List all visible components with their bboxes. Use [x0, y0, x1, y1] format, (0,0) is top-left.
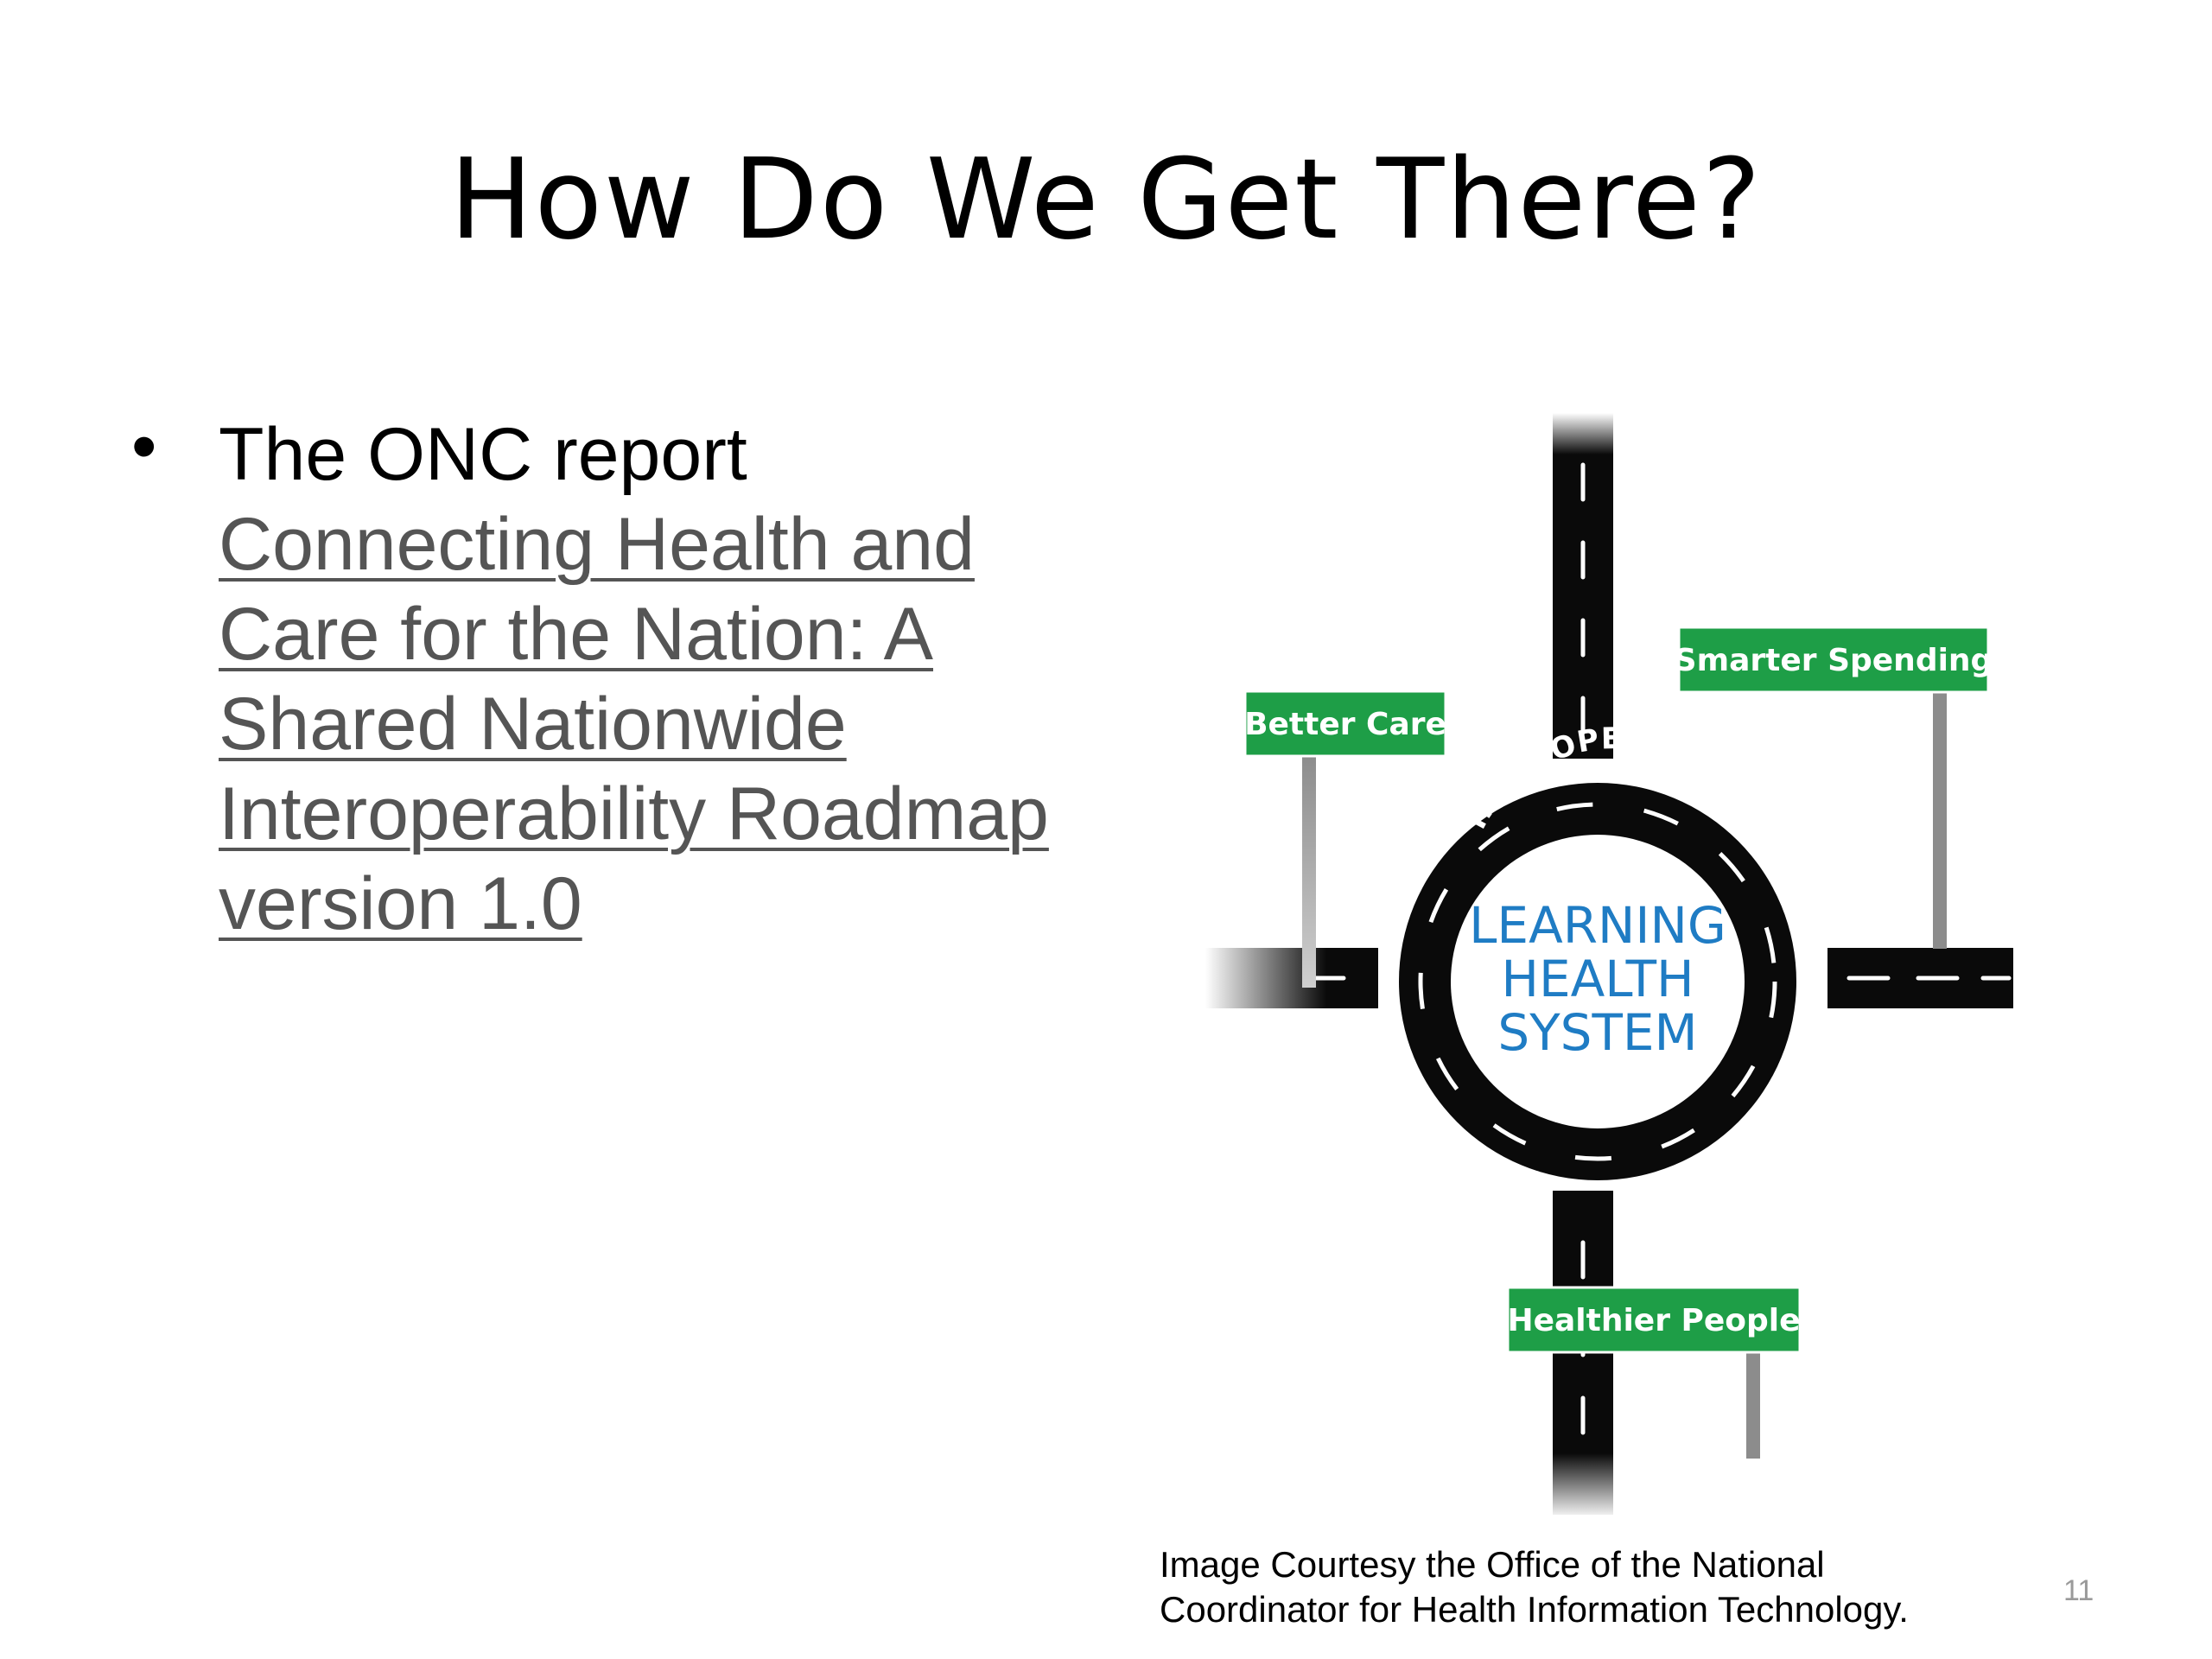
roundabout-diagram: [1205, 413, 2013, 1515]
bullet-item: [219, 410, 1126, 949]
sign-better-care-label: Better Care: [1244, 707, 1446, 742]
better-care-pole: [1302, 754, 1316, 988]
sign-smarter-spending-label: Smarter Spending: [1674, 643, 1993, 678]
smarter-spending-pole: [1933, 690, 1947, 949]
center-title-line2: HEALTH: [1501, 950, 1694, 1008]
sign-smarter-spending: [1675, 627, 1993, 692]
healthier-people-pole: [1746, 1351, 1760, 1459]
sign-healthier-people: [1507, 1287, 1800, 1352]
road-west: [1205, 948, 1378, 1008]
ring-label-interoperability: INTEROPERABILITY: [1459, 721, 1770, 836]
roadmap-report-link[interactable]: Connecting Health and Care for the Nation: A Shared Nationwide Interoperability Roadmap version 1.0: [219, 503, 1049, 945]
sign-better-care: [1244, 691, 1446, 756]
center-title: [1469, 896, 1726, 1062]
center-title-line3: SYSTEM: [1497, 1003, 1698, 1062]
center-title-line1: LEARNING: [1469, 896, 1726, 955]
slide-title: How Do We Get There?: [449, 136, 1763, 264]
bullet-lead-text: The ONC report: [219, 413, 747, 496]
bullet-marker: •: [131, 405, 157, 486]
sign-healthier-people-label: Healthier People: [1507, 1303, 1801, 1338]
slide-number: 11: [2063, 1574, 2094, 1607]
image-caption: Image Courtesy the Office of the National Coordinator for Health Information Technology.: [1160, 1544, 1909, 1630]
